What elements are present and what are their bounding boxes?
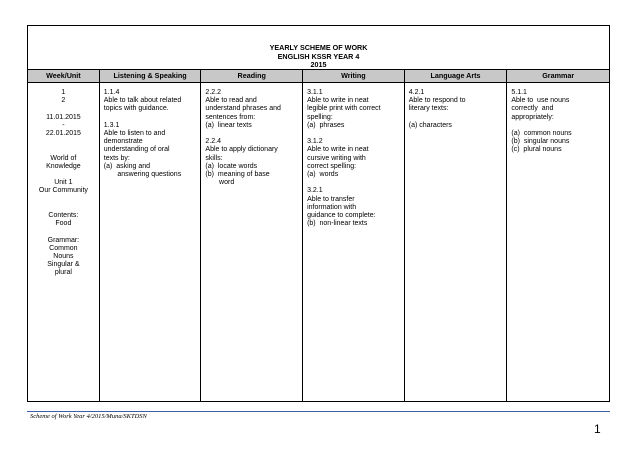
footer-divider [27, 411, 610, 412]
header-listening-speaking: Listening & Speaking [100, 70, 202, 82]
header-row [28, 70, 609, 83]
title-line-2: ENGLISH KSSR YEAR 4 [277, 51, 360, 61]
cell-listening-speaking: 1.1.4 Able to talk about related topics with guidance. 1.3.1 Able to listen to and demonstrate understanding of oral texts by: (a) asking and answering questions [100, 83, 202, 401]
cell-language-arts: 4.2.1 Able to respond to literary texts: (a) characters [405, 83, 508, 401]
cell-reading: 2.2.2 Able to read and understand phrases and sentences from: (a) linear texts 2.2.4 Able to apply dictionary skills: (a) locate words (b) meaning of base word [201, 83, 303, 401]
page-number: 1 [594, 422, 601, 436]
cell-grammar: 5.1.1 Able to use nouns correctly and appropriately: (a) common nouns (b) singular nouns (c) plural nouns [511, 89, 572, 154]
title-line-1: YEARLY SCHEME OF WORK [269, 43, 368, 52]
header-week-unit: Week/Unit [28, 70, 100, 82]
header-language-arts: Language Arts [405, 70, 508, 82]
cell-writing: 3.1.1 Able to write in neat legible print with correct spelling: (a) phrases 3.1.2 Able to write in neat cursive writing with correct spelling: (a) words 3.2.1 Able to transfer information with guidance to complete: (b) non-linear texts [303, 83, 405, 401]
cell-week-unit: 1 2 11.01.2015 - 22.01.2015 World of Knowledge Unit 1 Our Community Contents: Food Grammar: Common Nouns Singular & plural [28, 83, 100, 401]
title-line-3: 2015 [310, 60, 327, 69]
scheme-table [27, 25, 610, 402]
table-row [28, 83, 609, 401]
header-reading: Reading [201, 70, 303, 82]
footer-text: Scheme of Work Year 4/2015/Muna/SKTDSN [30, 413, 147, 420]
header-writing: Writing [303, 70, 405, 82]
title-block [28, 26, 609, 70]
header-grammar: Grammar [542, 71, 575, 80]
